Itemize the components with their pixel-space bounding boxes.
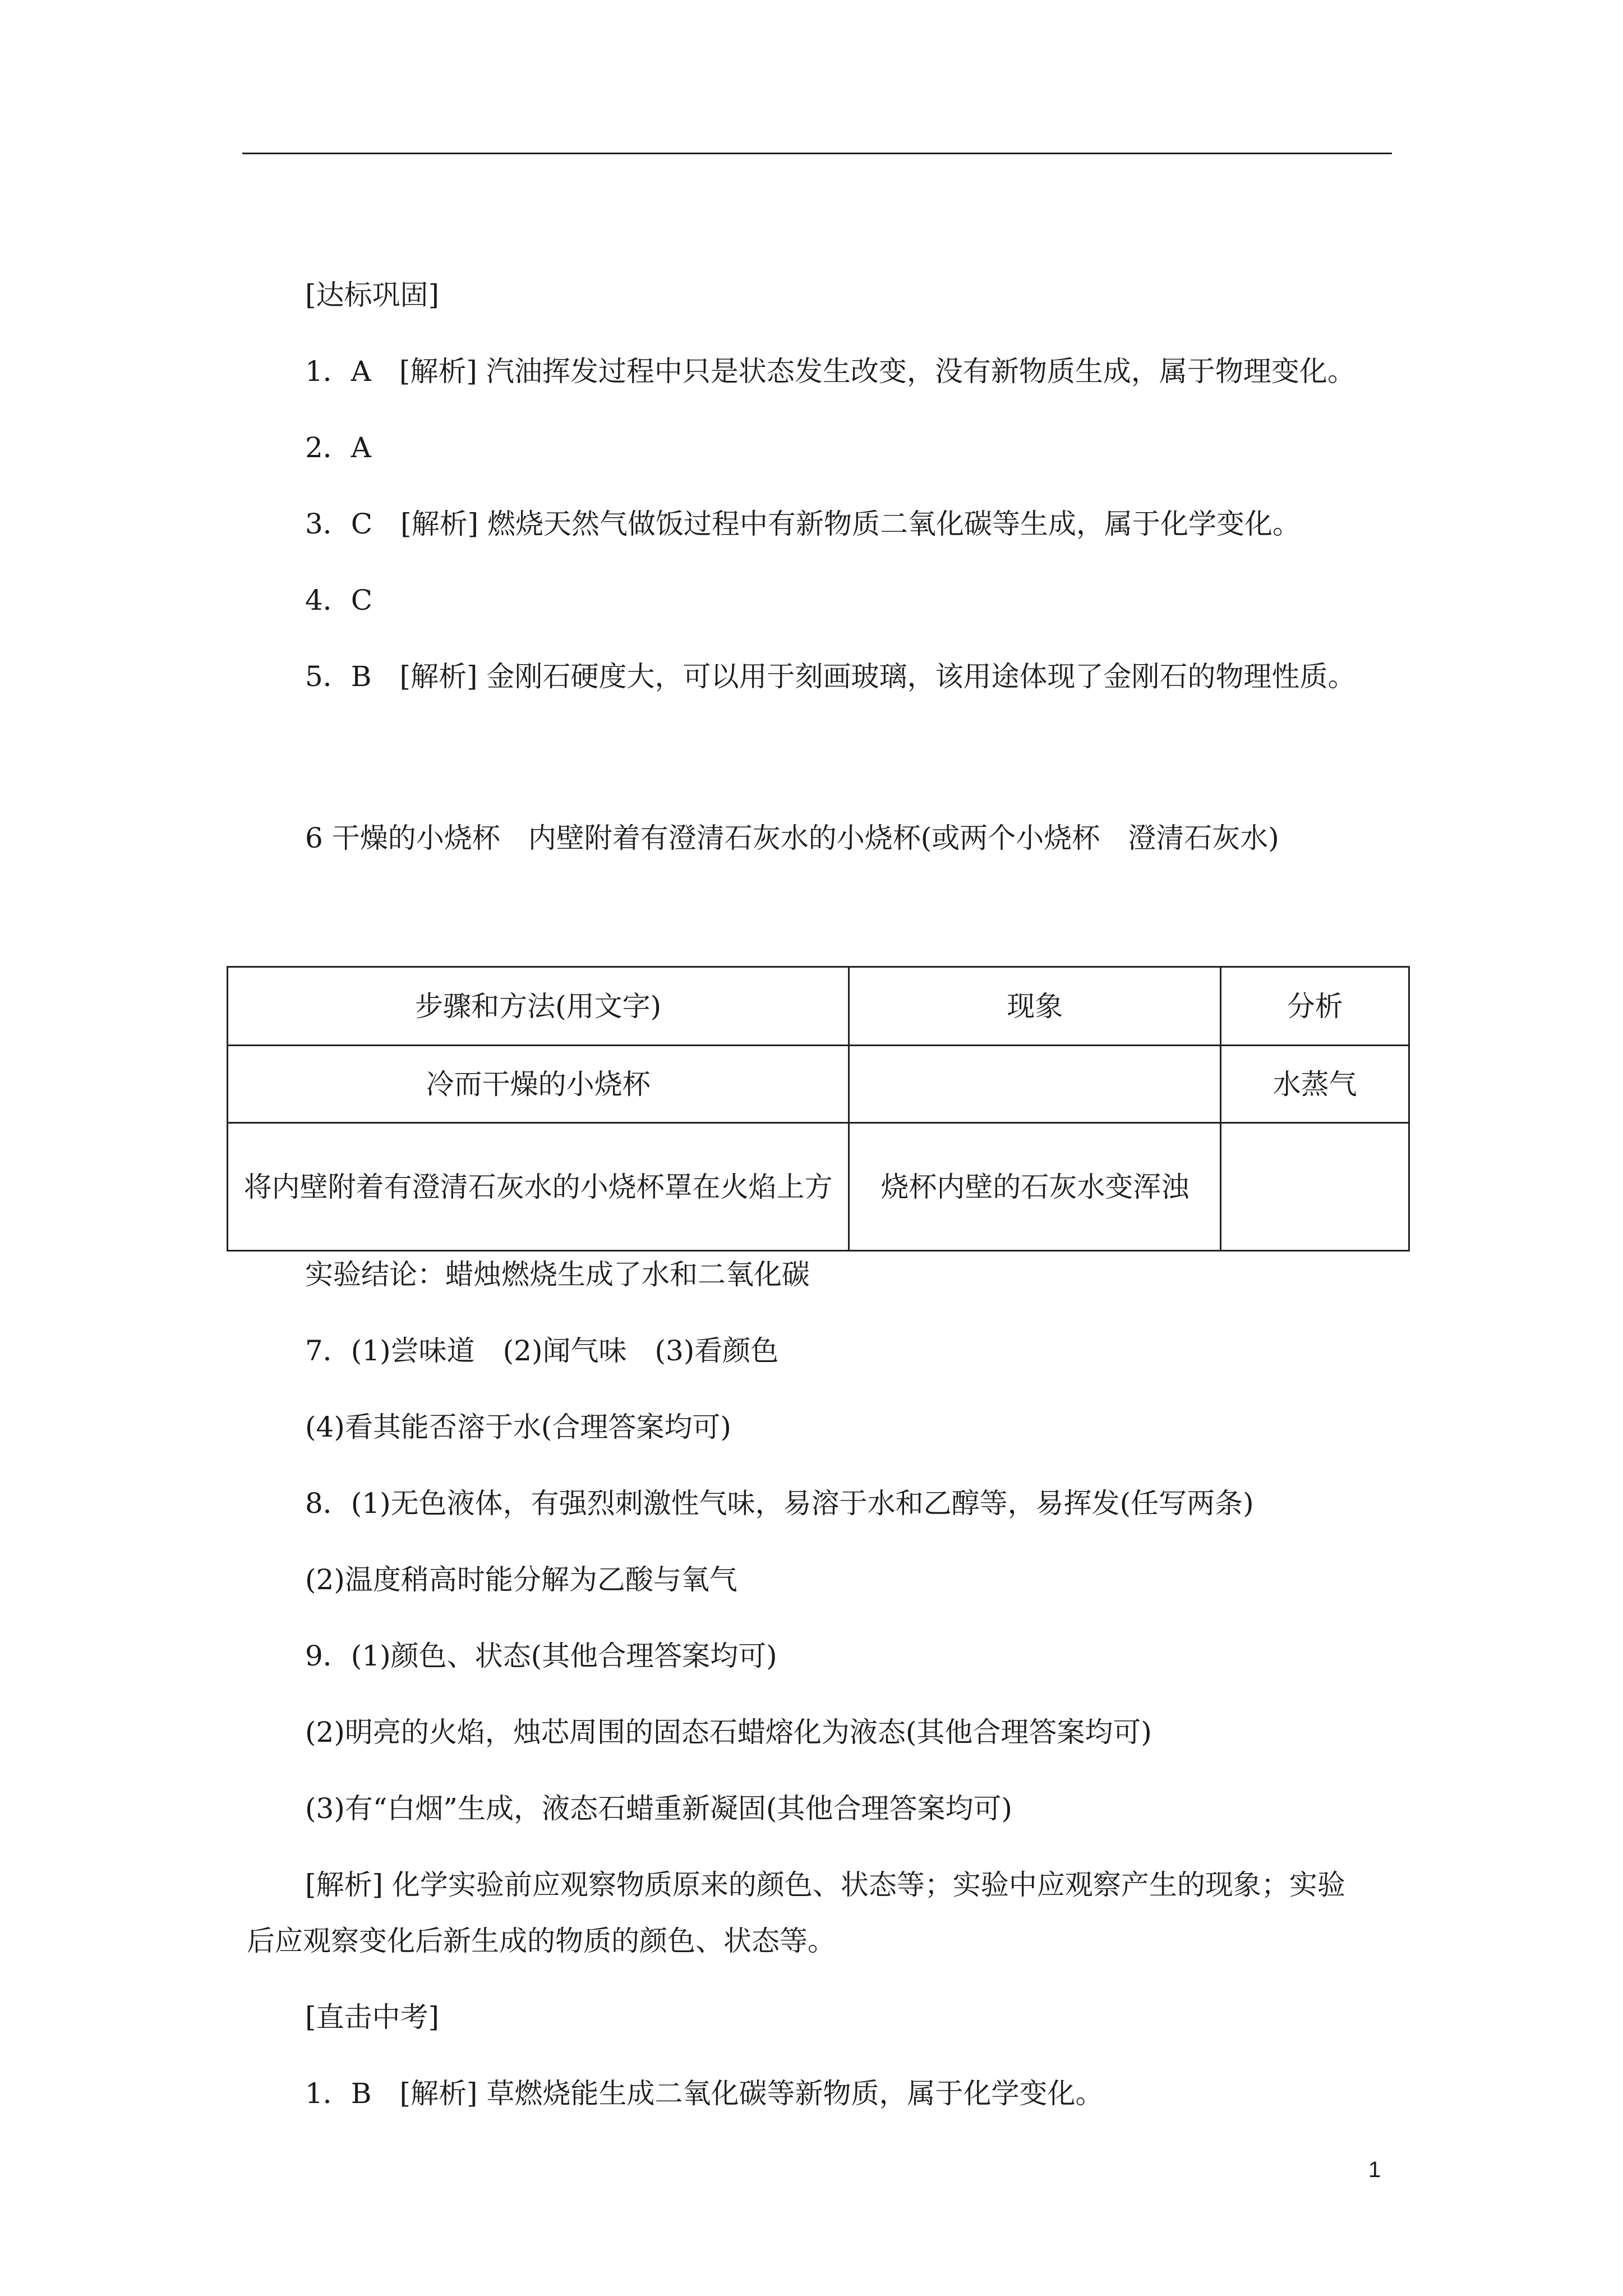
analysis-line2: 后应观察变化后新生成的物质的颜色、状态等。 (247, 1925, 836, 1957)
zhongkao-answer-1: 1．B [解析] 草燃烧能生成二氧化碳等新物质，属于化学变化。 (305, 2077, 1104, 2110)
answer-1: 1．A [解析] 汽油挥发过程中只是状态发生改变，没有新物质生成，属于物理变化。 (305, 355, 1355, 388)
answer-4: 4．C (305, 584, 373, 616)
experiment-table (227, 966, 1410, 1251)
section-heading-zhiji: [直击中考] (305, 2001, 440, 2033)
section-heading-dabiao: [达标巩固] (305, 279, 440, 311)
answer-8-line1: 8．(1)无色液体，有强烈刺激性气味，易溶于水和乙醇等，易挥发(任写两条) (305, 1487, 1254, 1520)
analysis-line1: [解析] 化学实验前应观察物质原来的颜色、状态等；实验中应观察产生的现象；实验 (305, 1869, 1345, 1901)
answer-5: 5．B [解析] 金刚石硬度大，可以用于刻画玻璃，该用途体现了金刚石的物理性质。 (305, 660, 1356, 693)
table-row (228, 1046, 1409, 1123)
header-phenomenon: 现象 (849, 967, 1221, 1046)
cell-analysis: 水蒸气 (1221, 1046, 1409, 1123)
answer-3: 3．C [解析] 燃烧天然气做饭过程中有新物质二氧化碳等生成，属于化学变化。 (305, 508, 1301, 540)
header-analysis: 分析 (1221, 967, 1409, 1046)
answer-9-line3: (3)有“白烟”生成，液态石蜡重新凝固(其他合理答案均可) (305, 1792, 1012, 1825)
cell-step: 将内壁附着有澄清石灰水的小烧杯罩在火焰上方 (228, 1123, 849, 1251)
cell-analysis (1221, 1123, 1409, 1251)
answer-6: 6 干燥的小烧杯 内壁附着有澄清石灰水的小烧杯(或两个小烧杯 澄清石灰水) (305, 822, 1279, 854)
answer-7-line2: (4)看其能否溶于水(合理答案均可) (305, 1411, 731, 1443)
answer-9-line1: 9．(1)颜色、状态(其他合理答案均可) (305, 1640, 777, 1672)
header-steps: 步骤和方法(用文字) (228, 967, 849, 1046)
answer-9-line2: (2)明亮的火焰，烛芯周围的固态石蜡熔化为液态(其他合理答案均可) (305, 1716, 1152, 1749)
cell-step: 冷而干燥的小烧杯 (228, 1046, 849, 1123)
answer-2: 2．A (305, 431, 371, 464)
page-number: 1 (1368, 2157, 1381, 2182)
answer-8-line2: (2)温度稍高时能分解为乙酸与氧气 (305, 1563, 737, 1596)
table-header-row (228, 967, 1409, 1046)
answer-7-line1: 7．(1)尝味道 (2)闻气味 (3)看颜色 (305, 1335, 779, 1367)
cell-phenomenon (849, 1046, 1221, 1123)
cell-phenomenon: 烧杯内壁的石灰水变浑浊 (849, 1123, 1221, 1251)
table-row (228, 1123, 1409, 1251)
experiment-conclusion: 实验结论：蜡烛燃烧生成了水和二氧化碳 (305, 1258, 810, 1291)
header-rule (242, 153, 1392, 154)
